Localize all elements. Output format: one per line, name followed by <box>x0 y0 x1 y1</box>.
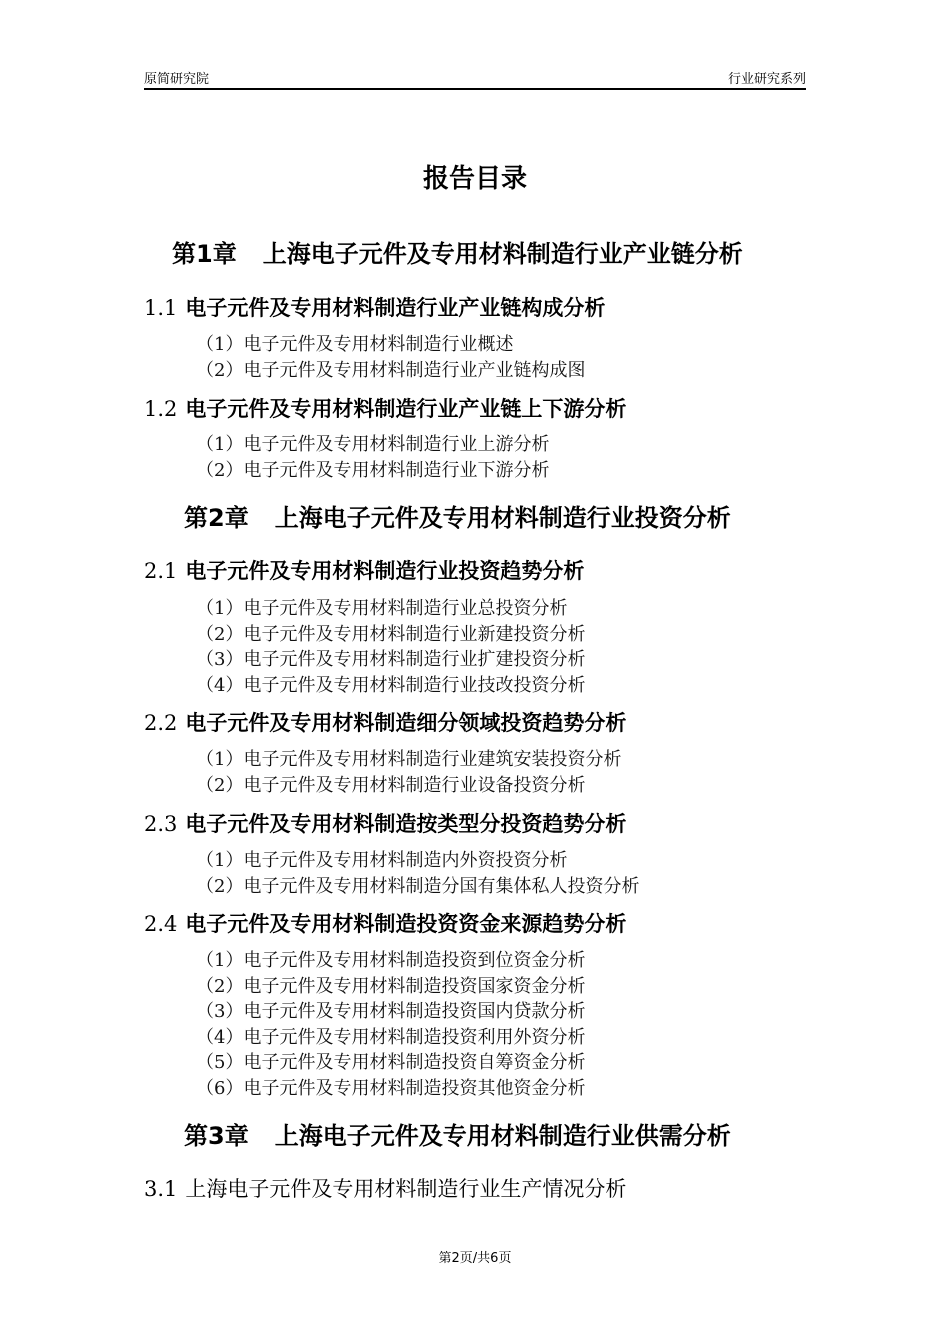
toc-item: （4）电子元件及专用材料制造行业技改投资分析 <box>196 675 586 696</box>
page-header <box>144 66 806 90</box>
toc-item: （2）电子元件及专用材料制造行业产业链构成图 <box>196 360 586 381</box>
header-series: 行业研究系列 <box>727 72 806 87</box>
chapter-heading: 第1章 上海电子元件及专用材料制造行业产业链分析 <box>172 240 743 268</box>
toc-item: （1）电子元件及专用材料制造投资到位资金分析 <box>196 950 586 971</box>
section-heading: 1.1 电子元件及专用材料制造行业产业链构成分析 <box>144 296 606 320</box>
section-heading: 3.1 上海电子元件及专用材料制造行业生产情况分析 <box>144 1177 627 1201</box>
page-number: 第2页/共6页 <box>438 1251 512 1266</box>
section-heading: 2.2 电子元件及专用材料制造细分领域投资趋势分析 <box>144 711 627 735</box>
toc-item: （6）电子元件及专用材料制造投资其他资金分析 <box>196 1078 586 1099</box>
toc-item: （2）电子元件及专用材料制造分国有集体私人投资分析 <box>196 876 640 897</box>
section-heading: 2.4 电子元件及专用材料制造投资资金来源趋势分析 <box>144 912 627 936</box>
page-title: 报告目录 <box>422 164 527 194</box>
chapter-heading: 第3章 上海电子元件及专用材料制造行业供需分析 <box>184 1122 731 1150</box>
toc-item: （4）电子元件及专用材料制造投资利用外资分析 <box>196 1027 586 1048</box>
toc-item: （1）电子元件及专用材料制造行业概述 <box>196 334 514 355</box>
toc-item: （1）电子元件及专用材料制造内外资投资分析 <box>196 850 568 871</box>
chapter-heading: 第2章 上海电子元件及专用材料制造行业投资分析 <box>184 504 731 532</box>
toc-item: （5）电子元件及专用材料制造投资自筹资金分析 <box>196 1052 586 1073</box>
section-heading: 1.2 电子元件及专用材料制造行业产业链上下游分析 <box>144 397 627 421</box>
section-heading: 2.1 电子元件及专用材料制造行业投资趋势分析 <box>144 559 585 583</box>
toc-item: （3）电子元件及专用材料制造投资国内贷款分析 <box>196 1001 586 1022</box>
toc-item: （2）电子元件及专用材料制造行业下游分析 <box>196 460 550 481</box>
toc-item: （2）电子元件及专用材料制造投资国家资金分析 <box>196 976 586 997</box>
toc-item: （2）电子元件及专用材料制造行业新建投资分析 <box>196 624 586 645</box>
section-heading: 2.3 电子元件及专用材料制造按类型分投资趋势分析 <box>144 812 627 836</box>
toc-item: （1）电子元件及专用材料制造行业建筑安装投资分析 <box>196 749 622 770</box>
toc-item: （1）电子元件及专用材料制造行业上游分析 <box>196 434 550 455</box>
header-org: 原简研究院 <box>144 72 210 87</box>
toc-item: （2）电子元件及专用材料制造行业设备投资分析 <box>196 775 586 796</box>
toc-item: （3）电子元件及专用材料制造行业扩建投资分析 <box>196 649 586 670</box>
toc-item: （1）电子元件及专用材料制造行业总投资分析 <box>196 598 568 619</box>
